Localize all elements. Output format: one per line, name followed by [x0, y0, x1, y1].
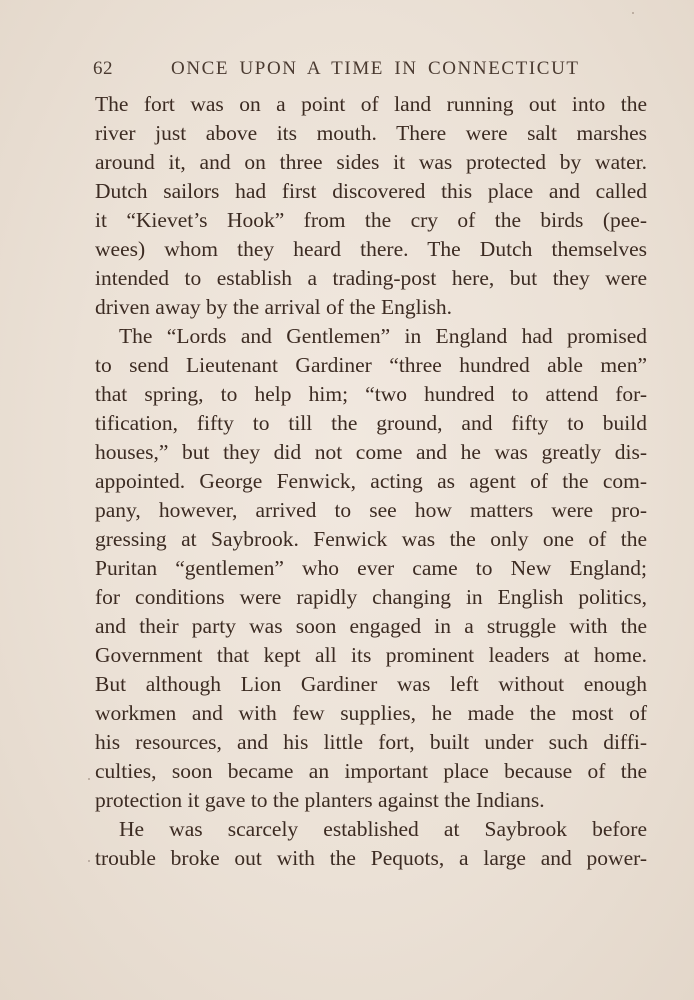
text-line: workmen and with few supplies, he made the most of: [95, 701, 647, 725]
text-line: appointed. George Fenwick, acting as agent of the com-: [95, 469, 647, 493]
running-title: ONCE UPON A TIME IN CONNECTICUT: [171, 58, 580, 79]
body-text: [95, 90, 647, 873]
text-line: He was scarcely established at Saybrook before: [119, 817, 647, 841]
text-line: trouble broke out with the Pequots, a large and power-: [95, 846, 647, 870]
page-header: [93, 58, 653, 82]
text-line: to send Lieutenant Gardiner “three hundred able men”: [95, 353, 647, 377]
paper-speck: [632, 12, 634, 14]
paper-speck: [88, 778, 90, 780]
text-line: The “Lords and Gentlemen” in England had promised: [119, 324, 647, 348]
text-line: But although Lion Gardiner was left without enough: [95, 672, 647, 696]
text-line: driven away by the arrival of the English.: [95, 295, 453, 319]
text-line: Government that kept all its prominent leaders at home.: [95, 643, 647, 667]
text-line: tification, fifty to till the ground, and fifty to build: [95, 411, 647, 435]
text-line: that spring, to help him; “two hundred to attend for-: [95, 382, 647, 406]
text-line: The fort was on a point of land running out into the: [95, 92, 647, 116]
text-line: Dutch sailors had first discovered this place and called: [95, 179, 647, 203]
text-line: around it, and on three sides it was protected by water.: [95, 150, 647, 174]
page-number: 62: [93, 58, 113, 79]
text-line: river just above its mouth. There were salt marshes: [95, 121, 647, 145]
text-line: his resources, and his little fort, built under such diffi-: [95, 730, 647, 754]
text-line: and their party was soon engaged in a struggle with the: [95, 614, 647, 638]
text-line: culties, soon became an important place because of the: [95, 759, 647, 783]
text-line: gressing at Saybrook. Fenwick was the only one of the: [95, 527, 647, 551]
text-line: wees) whom they heard there. The Dutch themselves: [95, 237, 647, 261]
text-line: houses,” but they did not come and he was greatly dis-: [95, 440, 647, 464]
paper-speck: [88, 860, 90, 862]
text-line: intended to establish a trading-post here, but they were: [95, 266, 647, 290]
text-line: Puritan “gentlemen” who ever came to New England;: [95, 556, 647, 580]
text-line: protection it gave to the planters against the Indians.: [95, 788, 545, 812]
text-line: for conditions were rapidly changing in English politics,: [95, 585, 647, 609]
text-line: it “Kievet’s Hook” from the cry of the birds (pee-: [95, 208, 647, 232]
text-line: pany, however, arrived to see how matters were pro-: [95, 498, 647, 522]
